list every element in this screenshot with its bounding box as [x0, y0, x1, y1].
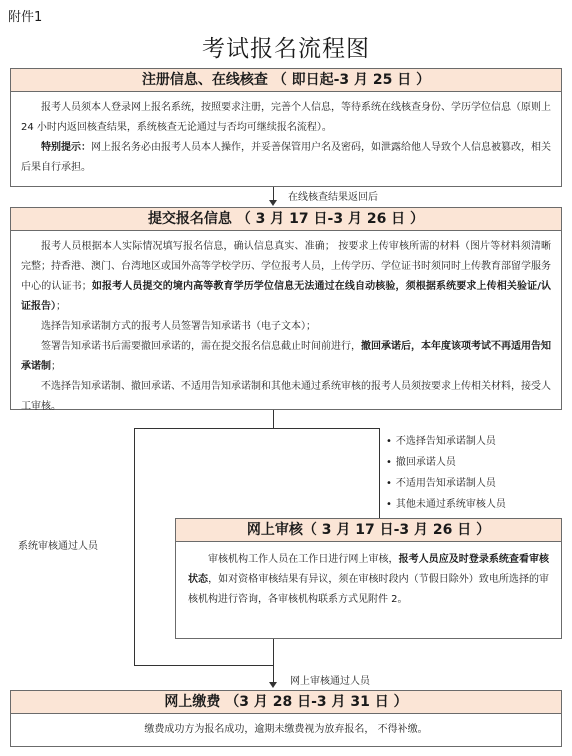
step2-p1-text: 报考人员根据本人实际情况填写报名信息，确认信息真实、准确； 按要求上传审核所需的材料（图片等材料须清晰完整；持香港、澳门、台湾地区或国外高等学校学历、学位报考人员，上传学历、学位证书时须同时上传教育部留学服务中心的认证书； [21, 241, 551, 292]
step1-paragraph-2 [21, 138, 551, 178]
flow-line-left-join [134, 665, 274, 666]
step2-p3-text: 签署告知承诺书后需要撤回承诺的，需在提交报名信息截止时间前进行， [41, 341, 361, 352]
step2-header: 提交报名信息 （ 3 月 17 日-3 月 26 日 ） [10, 207, 562, 231]
manual-review-item: • 不适用告知承诺制人员 [386, 473, 506, 494]
step3-emphasis: 报考人员应及时登录系统查看审核状态 [188, 554, 550, 585]
attachment-label: 附件1 [8, 10, 43, 25]
manual-review-list [386, 431, 506, 515]
step1-notice-label: 特别提示： [41, 142, 91, 153]
step1-paragraph-1: 报考人员须本人登录网上报名系统，按照要求注册，完善个人信息，等待系统在线核查身份、学历学位信息（原则上 24 小时内返回核查结果，系统核查无论通过与否均可继续报名流程）。 [21, 102, 551, 133]
step2-p3-emphasis: 撤回承诺后，本年度该项考试不再适用告知承诺制 [21, 341, 551, 372]
flow-line-down [273, 410, 274, 428]
step2-paragraph-3 [21, 337, 551, 377]
step4-header: 网上缴费 （3 月 28 日-3 月 31 日 ） [10, 690, 562, 714]
step3-text-end: ，如对资格审核结果有异议，须在审核时段内（节假日除外）致电所选择的审核机构进行咨询，各审核机构联系方式见附件 2。 [188, 574, 550, 605]
arrow2-line [273, 639, 274, 683]
flow-line-horizontal [134, 428, 380, 429]
flow-line-right-branch [379, 428, 380, 518]
manual-review-item: • 其他未通过系统审核人员 [386, 494, 506, 515]
step2-content-box [10, 230, 562, 410]
step2-paragraph-2: 选择告知承诺制方式的报考人员签署告知承诺书（电子文本）； [41, 321, 316, 332]
arrow1-label: 在线核查结果返回后 [288, 192, 378, 203]
flow-line-left-branch [134, 428, 135, 665]
step4-content-box [10, 713, 562, 747]
manual-review-item: • 撤回承诺人员 [386, 452, 506, 473]
arrow2-head [269, 682, 277, 688]
arrow1-line [273, 187, 274, 201]
left-branch-label: 系统审核通过人员 [18, 541, 98, 552]
step1-header: 注册信息、在线核查 （ 即日起-3 月 25 日 ） [10, 68, 562, 92]
step2-p1-emphasis: 如报考人员提交的境内高等教育学历学位信息无法通过在线自动核验，须根据系统要求上传相关验证/认证报告） [21, 281, 551, 312]
step3-content-box [175, 541, 562, 639]
step1-notice-text: 网上报名务必由报考人员本人操作，并妥善保管用户名及密码，如泄露给他人导致个人信息被篡改，相关后果自行承担。 [21, 142, 551, 173]
step2-paragraph-4: 不选择告知承诺制、撤回承诺、不适用告知承诺制和其他未通过系统审核的报考人员须按要求上传相关材料，接受人工审核。 [21, 381, 551, 412]
arrow1-head [269, 200, 277, 206]
step2-p1-end: ； [56, 301, 66, 312]
step3-paragraph [188, 550, 549, 610]
page-title: 考试报名流程图 [202, 36, 370, 62]
arrow2-label: 网上审核通过人员 [290, 676, 370, 687]
step2-paragraph-1 [21, 237, 551, 317]
step2-p3-end: ； [51, 361, 61, 372]
step4-paragraph: 缴费成功方为报名成功，逾期未缴费视为放弃报名， 不得补缴。 [144, 724, 428, 735]
step3-text: 审核机构工作人员在工作日进行网上审核， [208, 554, 399, 565]
manual-review-item: • 不选择告知承诺制人员 [386, 431, 506, 452]
step1-content-box [10, 91, 562, 187]
step3-header: 网上审核（ 3 月 17 日-3 月 26 日 ） [175, 518, 562, 542]
